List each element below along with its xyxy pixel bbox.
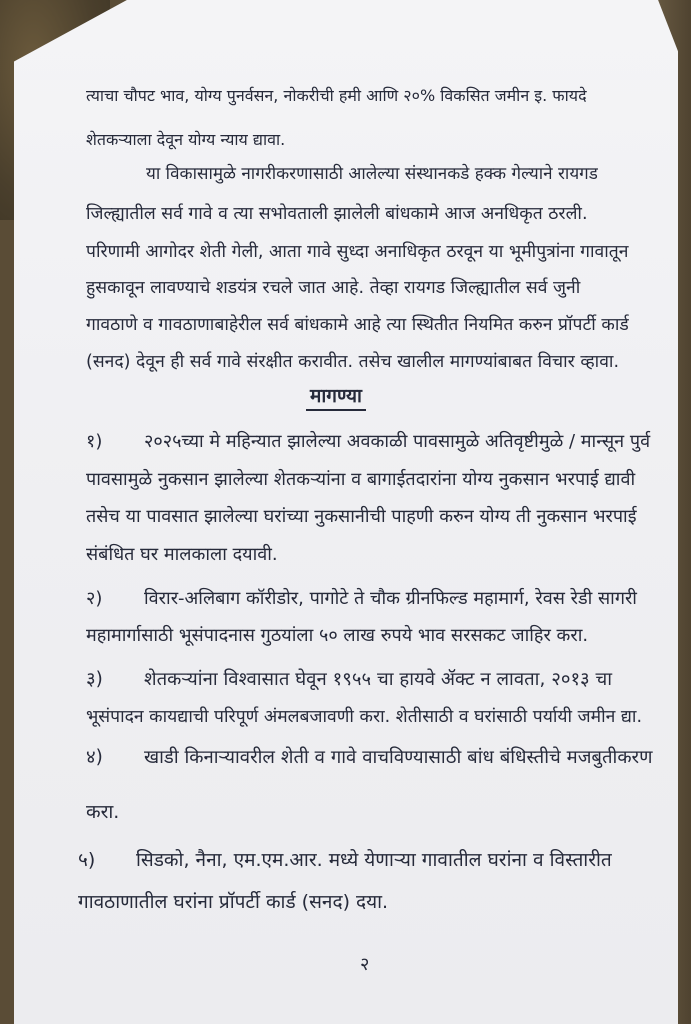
demand-text: विरार-अलिबाग कॉरीडोर, पागोटे ते चौक ग्रीनफिल्ड महामार्ग, रेवस रेडी सागरी	[144, 588, 637, 609]
demand-line: पावसामुळे नुकसान झालेल्या शेतकऱ्यांना व बागाईतदारांना योग्य नुकसान भरपाई द्यावी	[86, 469, 636, 490]
demand-text: खाडी किनाऱ्यावरील शेती व गावे वाचविण्यासाठी बांध बंधिस्तीचे मजबुतीकरण	[144, 747, 653, 768]
document-page	[14, 0, 678, 1024]
demand-line	[86, 587, 637, 611]
demand-number: ५)	[78, 849, 96, 871]
paragraph-line: (सनद) देवून ही सर्व गावे संरक्षीत करावीत. तसेच खालील मागण्यांबाबत विचार व्हावा.	[86, 352, 620, 372]
demand-text: सिडको, नैना, एम.एम.आर. मध्ये येणाऱ्या गावातील घरांना व विस्तारीत	[136, 849, 612, 871]
page-number: २	[360, 954, 370, 975]
demand-line	[86, 430, 650, 454]
demand-number: १)	[86, 431, 103, 452]
demand-line	[86, 746, 652, 770]
demand-line: भूसंपादन कायद्याची परिपूर्ण अंमलबजावणी करा. शेतीसाठी व घरांसाठी पर्यायी जमीन द्या.	[86, 707, 643, 727]
demand-number: २)	[86, 588, 103, 609]
paragraph-line: गावठाणे व गावठाणाबाहेरील सर्व बांधकामे आहे त्या स्थितीत नियमित करुन प्रॉपर्टी कार्ड	[86, 315, 629, 335]
demand-line	[86, 668, 612, 692]
paragraph-line: शेतकऱ्याला देवून योग्य न्याय द्यावा.	[86, 130, 286, 149]
paragraph-line: हुसकावून लावण्याचे शडयंत्र रचले जात आहे. तेव्हा रायगड जिल्ह्यातील सर्व जुनी	[86, 278, 581, 298]
demand-number: ३)	[86, 669, 103, 690]
demand-text: शेतकऱ्यांना विश्वासात घेवून १९५५ चा हायवे ॲक्ट न लावता, २०१३ चा	[144, 669, 613, 690]
demand-line	[78, 848, 612, 872]
demand-line: तसेच या पावसात झालेल्या घरांच्या नुकसानीची पाहणी करुन योग्य ती नुकसान भरपाई	[86, 506, 637, 527]
demand-line: संबंधित घर मालकाला दयावी.	[86, 544, 278, 565]
demand-line: करा.	[86, 801, 120, 823]
paragraph-line: त्याचा चौपट भाव, योग्य पुनर्वसन, नोकरीची हमी आणि २०% विकसित जमीन इ. फायदे	[86, 86, 587, 105]
demand-text: २०२५च्या मे महिन्यात झालेल्या अवकाळी पावसामुळे अतिवृष्टीमुळे / मान्सून पुर्व	[144, 431, 651, 452]
demand-line: गावठाणातील घरांना प्रॉपर्टी कार्ड (सनद) दया.	[78, 891, 389, 913]
paragraph-line: या विकासामुळे नागरीकरणासाठी आलेल्या संस्थानकडे हक्क गेल्याने रायगड	[146, 164, 598, 184]
demand-line: महामार्गासाठी भूसंपादनास गुठयांला ५० लाख रुपये भाव सरसकट जाहिर करा.	[86, 625, 589, 646]
demand-number: ४)	[86, 747, 103, 768]
paragraph-line: जिल्ह्यातील सर्व गावे व त्या सभोवताली झालेली बांधकामे आज अनधिकृत ठरली.	[86, 204, 588, 224]
section-heading: मागण्या	[306, 382, 366, 411]
paragraph-line: परिणामी आगोदर शेती गेली, आता गावे सुध्दा अनाधिकृत ठरवून या भूमीपुत्रांना गावातून	[86, 242, 629, 262]
